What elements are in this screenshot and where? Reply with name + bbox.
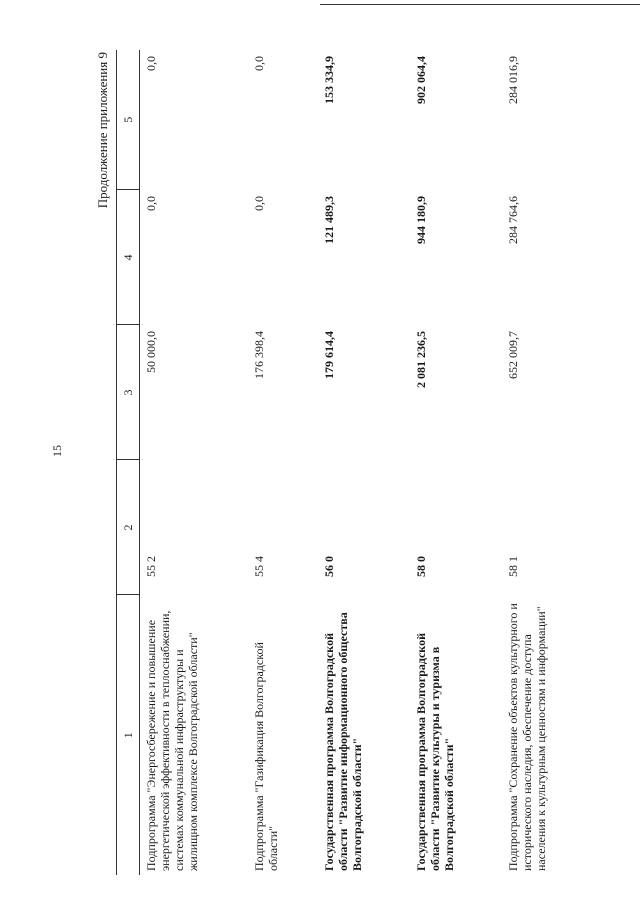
header-row bbox=[117, 50, 140, 875]
row-value-3: 50 000,0 bbox=[144, 331, 158, 373]
row-value-4: 121 489,3 bbox=[322, 196, 336, 244]
row-value-5: 0,0 bbox=[252, 56, 266, 71]
row-value-3: 2 081 236,5 bbox=[414, 331, 428, 388]
header-col-5: 5 bbox=[117, 50, 140, 190]
header-col-2: 2 bbox=[117, 460, 140, 595]
table-row bbox=[140, 50, 249, 875]
row-code: 55 4 bbox=[252, 556, 266, 577]
row-value-4: 944 180,9 bbox=[414, 196, 428, 244]
appendix-caption: Продолжение приложения 9 bbox=[95, 52, 110, 209]
row-name: Подпрограмма "Газификация Волгоградской области" bbox=[252, 642, 280, 871]
row-code: 58 1 bbox=[506, 556, 520, 577]
row-value-5: 902 064,4 bbox=[414, 56, 428, 104]
header-col-4: 4 bbox=[117, 190, 140, 325]
row-value-4: 0,0 bbox=[144, 196, 158, 211]
row-value-3: 176 398,4 bbox=[252, 331, 266, 379]
row-value-3: 652 009,7 bbox=[506, 331, 520, 379]
row-code: 56 0 bbox=[322, 556, 336, 577]
top-rule bbox=[320, 4, 640, 5]
row-value-3: 179 614,4 bbox=[322, 331, 336, 379]
row-name: Государственная программа Волгоградской области "Развитие информационного общества Волгоградской области" bbox=[322, 612, 364, 871]
table-row bbox=[502, 50, 598, 875]
row-value-5: 284 016,9 bbox=[506, 56, 520, 104]
table-row bbox=[248, 50, 318, 875]
row-value-5: 0,0 bbox=[144, 56, 158, 71]
row-name: Подпрограмма "Сохранение объектов культурного и исторического наследия, обеспечение доступа населения к культурным ценностям и информации" bbox=[506, 603, 548, 871]
rotated-table-block bbox=[92, 50, 548, 875]
header-col-1: 1 bbox=[117, 595, 140, 875]
row-value-5: 153 334,9 bbox=[322, 56, 336, 104]
budget-table bbox=[116, 50, 598, 875]
page-number: 15 bbox=[50, 445, 64, 457]
table-row bbox=[410, 50, 502, 875]
row-name: Государственная программа Волгоградской области "Развитие культуры и туризма в Волгоградской области" bbox=[414, 633, 456, 871]
row-value-4: 0,0 bbox=[252, 196, 266, 211]
row-code: 58 0 bbox=[414, 556, 428, 577]
row-value-4: 284 764,6 bbox=[506, 196, 520, 244]
header-col-3: 3 bbox=[117, 325, 140, 460]
row-name: Подпрограмма "Энергосбережение и повышение энергетической эффективности в теплоснабжении, системах коммунальной инфраструктуры и жилищном комплексе Волгоградской области" bbox=[144, 610, 200, 871]
table-row bbox=[318, 50, 410, 875]
row-code: 55 2 bbox=[144, 556, 158, 577]
